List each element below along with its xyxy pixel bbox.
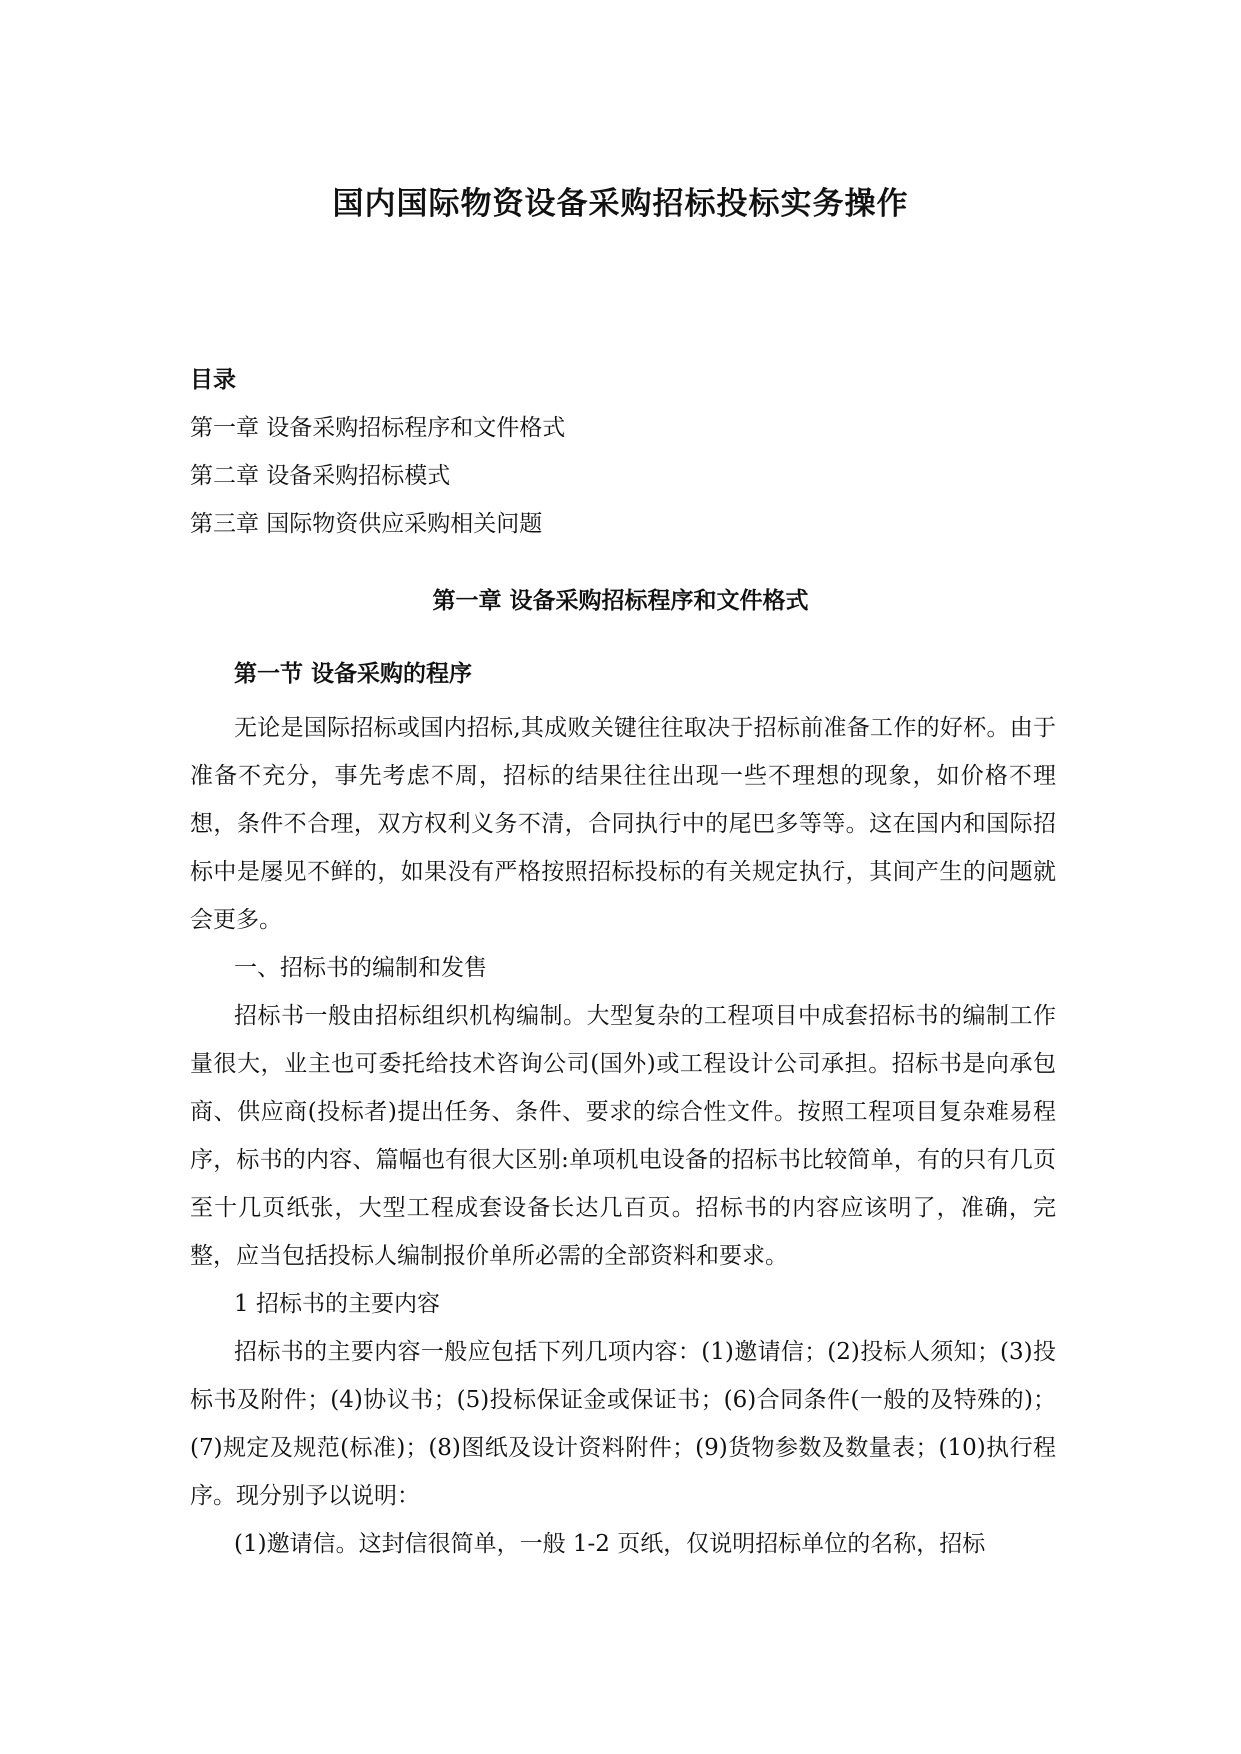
document-title: 国内国际物资设备采购招标投标实务操作	[332, 186, 909, 222]
section-heading: 第一节 设备采购的程序	[234, 660, 473, 687]
paragraph: (1)邀请信。这封信很简单，一般 1-2 页纸，仅说明招标单位的名称，招标	[234, 1531, 986, 1557]
chapter-heading: 第一章 设备采购招标程序和文件格式	[432, 587, 809, 614]
toc-item-chapter-1: 第一章 设备采购招标程序和文件格式	[190, 415, 566, 441]
subheading: 一、招标书的编制和发售	[234, 955, 487, 981]
document-body	[190, 656, 1056, 1568]
toc-item-chapter-2: 第二章 设备采购招标模式	[190, 463, 451, 489]
table-of-contents	[190, 362, 1090, 554]
toc-heading: 目录	[190, 366, 236, 393]
toc-item-chapter-3: 第三章 国际物资供应采购相关问题	[190, 511, 543, 537]
paragraph: 无论是国际招标或国内招标,其成败关键往往取决于招标前准备工作的好杯。由于准备不充分，事先考虑不周，招标的结果往往出现一些不理想的现象，如价格不理想，条件不合理，双方权利义务不清，合同执行中的尾巴多等等。这在国内和国际招标中是屡见不鲜的，如果没有严格按照招标投标的有关规定执行，其间产生的问题就会更多。	[190, 715, 1056, 933]
paragraph: 招标书一般由招标组织机构编制。大型复杂的工程项目中成套招标书的编制工作量很大，业主也可委托给技术咨询公司(国外)或工程设计公司承担。招标书是向承包商、供应商(投标者)提出任务、条件、要求的综合性文件。按照工程项目复杂难易程序，标书的内容、篇幅也有很大区别:单项机电设备的招标书比较简单，有的只有几页至十几页纸张，大型工程成套设备长达几百页。招标书的内容应该明了，准确，完整，应当包括投标人编制报价单所必需的全部资料和要求。	[190, 1003, 1056, 1269]
paragraph: 招标书的主要内容一般应包括下列几项内容：(1)邀请信；(2)投标人须知；(3)投标书及附件；(4)协议书；(5)投标保证金或保证书；(6)合同条件(一般的及特殊的)；(7)规定及规范(标准)；(8)图纸及设计资料附件；(9)货物参数及数量表；(10)执行程序。现分别予以说明：	[190, 1339, 1056, 1509]
subheading: 1 招标书的主要内容	[234, 1291, 440, 1317]
